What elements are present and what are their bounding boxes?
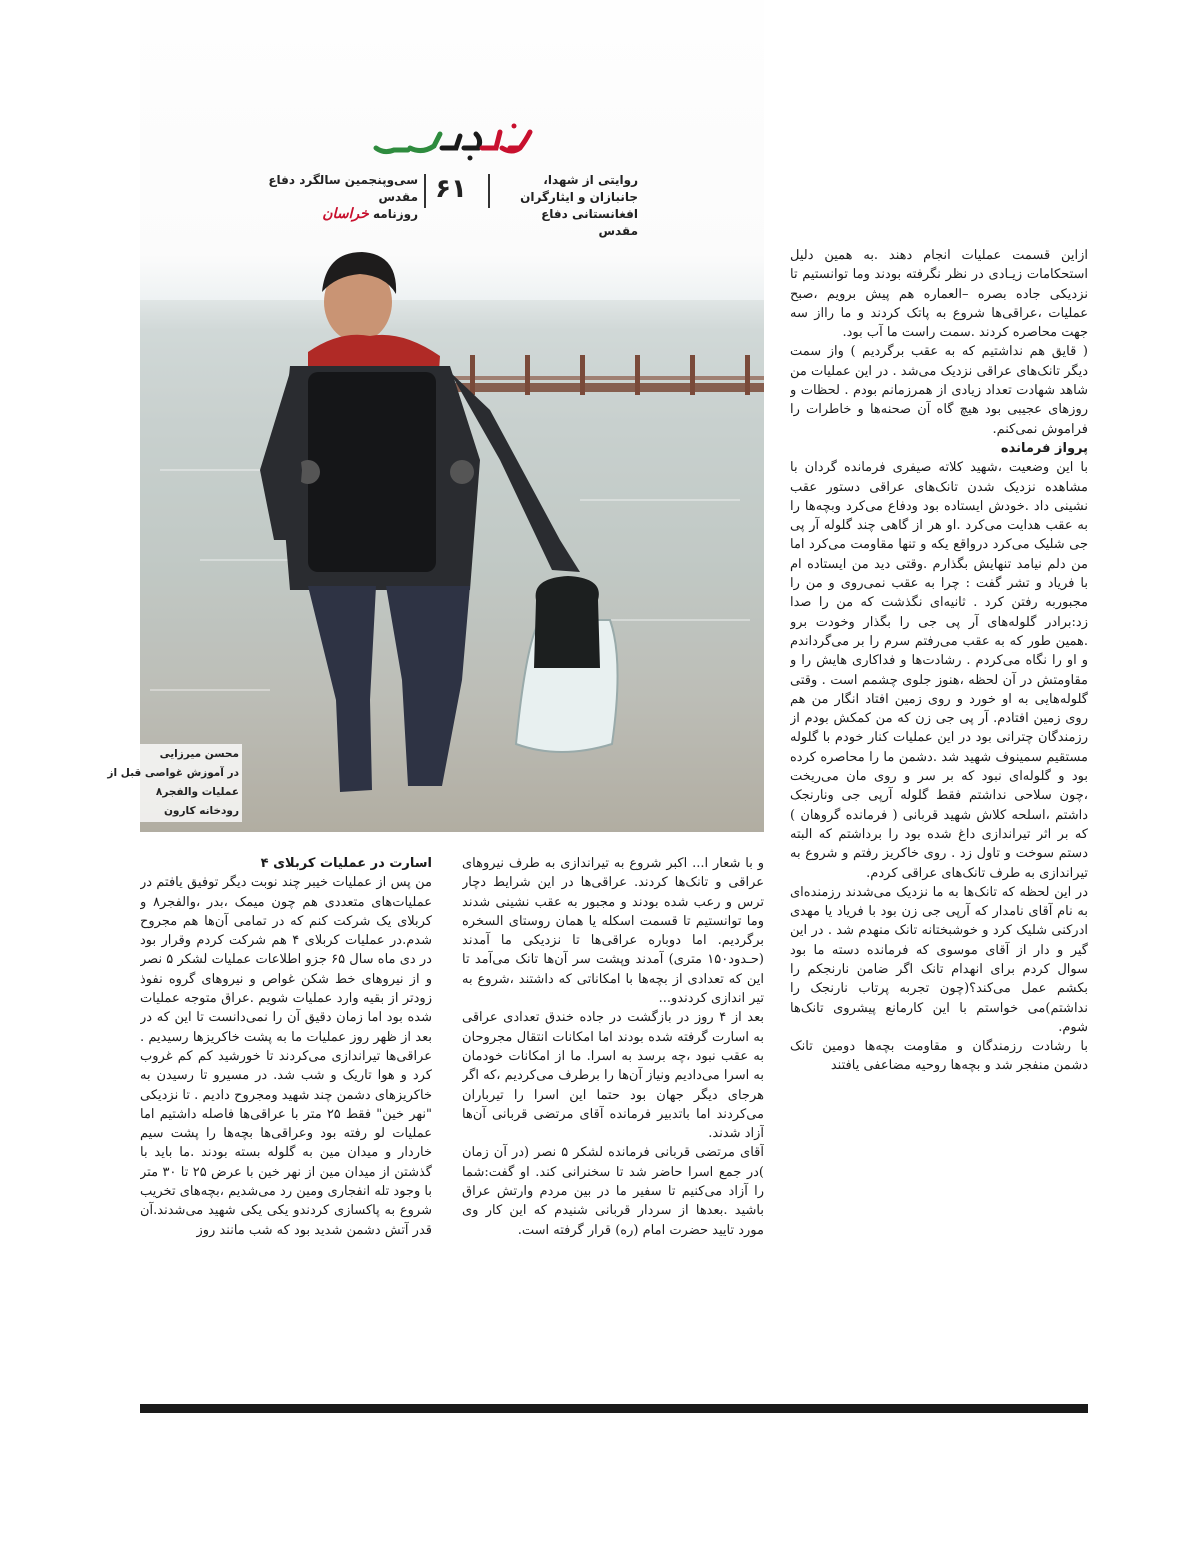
paragraph: و با شعار ا... اکبر شروع به تیراندازی به طرف نیروهای عراقی و تانک‌ها کردند. عراقی‌ها در این شرایط دچار ترس و رعب شده بودند و مجبور به عقب نشینی شدند وما توانستیم تا قسمت اسکله یا همان روستای السخره برگردیم. اما دوباره عراقی‌ها تا نزدیکی ما آمدند (حـدود۱۵۰ متری) آمدند وپشت سر آن‌ها تانک می‌آمد تا این که تعدادی از بچه‌ها با امکاناتی که داشتند ،شروع به تیر اندازی کردندو... <box>462 856 764 1007</box>
paragraph: با رشادت رزمندگان و مقاومت بچه‌ها دومین تانک دشمن منفجر شد و بچه‌ها روحیه مضاعفی یافتند <box>790 1039 1088 1074</box>
page-number: ۶۱ <box>435 174 467 204</box>
newspaper-label: روزنامه <box>373 207 418 221</box>
article-column-middle <box>462 854 764 1384</box>
section-title <box>500 172 638 240</box>
publication-info <box>240 172 418 223</box>
caption-line: عملیات والفجر۸ <box>155 786 239 798</box>
caption-line: محسن میرزایی <box>159 748 239 760</box>
footer-rule <box>140 1404 1088 1413</box>
masthead-divider <box>424 174 426 208</box>
article-column-left <box>140 854 432 1384</box>
caption-line: رودخانه کارون <box>163 805 239 817</box>
paragraph: ( قایق هم نداشتیم که به عقب برگردیم ) واز سمت دیگر تانک‌های عراقی نزدیک می‌شد . در این عملیات من شاهد شهادت تعداد زیادی از همرزمانم بودم . لحظات و روزهای عجیبی بود هیچ گاه آن صحنه‌ها و خاطرات را فراموش نمی‌کنم. <box>790 344 1088 437</box>
subheading: پرواز فرمانده <box>1000 440 1088 456</box>
paragraph: در این لحظه که تانک‌ها به ما نزدیک می‌شدند رزمنده‌ای به نام آقای نامدار که آرپی جی زن بود با فریاد یا مهدی ادرکنی شلیک کرد و خوشبختانه تانک منهدم شد . در این گیر و دار از آقای موسوی که فرمانده دسته ما بود سوال کردم برای انهدام تانک اگر ضامن نارنجکم را بکشم عمل می‌کند؟(چون تجربه پرتاب نارنجک را نداشتم)می خواستم با این کارمانع پیشروی تانک‌ها شوم. <box>790 884 1088 1035</box>
paragraph: من پس از عملیات خیبر چند نوبت دیگر توفیق یافتم در عملیات‌های متعددی هم چون میمک ،بدر ،والفجر۸ و کربلای یک شرکت کنم که در تمامی آن‌ها هم مجروح شدم.در عملیات کربلای ۴ هم شرکت کردم وقرار بود در دی ماه سال ۶۵ جزو اطلاعات عملیات لشکر ۵ نصر و از نیروهای خط شکن غواص و نیروهای گروه نفوذ زودتر از بقیه وارد عملیات شویم .عراق متوجه عملیات شده بود اما زمان دقیق آن را نمی‌دانست تا این که در بعد از ظهر روز عملیات ما به پشت خاکریزها رسیدیم . عراقی‌ها تیراندازی می‌کردند تا خورشید کم کم غروب کرد و هوا تاریک و شب شد. در مسیرو تا رسیدن به خاکریزهای دشمن چند شهید ومجروح دادیم . تا نزدیکی "نهر خین" فقط ۲۵ متر با عراقی‌ها فاصله داشتیم اما عملیات لو رفته بود وعراقی‌ها بچه‌ها را پشت سیم خاردار و میدان مین به گلوله بسته بودند .ما باید با گذشتن از میدان مین از نهر خین با عرض ۲۵ تا ۳۰ متر با وجود تله انفجاری ومین رد می‌شدیم ،بچه‌های تخریب شروع به پاکسازی کردندو یکی یکی شهید می‌شدند.آن قدر آتش دشمن شدید بود که شب مانند روز <box>140 875 432 1238</box>
masthead-divider <box>488 174 490 208</box>
caption-line: در آموزش غواصی قبل از <box>107 767 239 779</box>
newspaper-name: خراسان <box>322 206 369 222</box>
paragraph: ازاین قسمت عملیات انجام دهند .به همین دلیل استحکامات زیـادی در نظر نگرفته بودند وما توانستیم تا نزدیکی جاده بصره –العماره هم پیش برویم ،صبح عملیات ،عراقی‌ها شروع به پاتک کردند و ما رااز سه جهت محاصره کردند .سمت راست ما آب بود. <box>790 248 1088 341</box>
section-line-2: افغانستانی دفاع مقدس <box>541 207 638 238</box>
paragraph: آقای مرتضی قربانی فرمانده لشکر ۵ نصر (در آن زمان )در جمع اسرا حاضر شد تا سخنرانی کند. او گفت:شما را آزاد می‌کنیم تا سفیر ما در بین مردم وارتش عراق باشید .بعدها از سردار قربانی شنیدم که این کار وی مورد تایید حضرت امام (ره) قرار گرفته است. <box>462 1145 764 1238</box>
paragraph: با این وضعیت ،شهید کلاته صیفری فرمانده گردان با مشاهده نزدیک شدن تانک‌های عراقی دستور عقب نشینی داد .خودش ایستاده بود ودفاع می‌کرد وبچه‌ها را به عقب هدایت می‌کرد .او هر از گاهی چند گلوله آر پی جی شلیک می‌کرد درواقع یکه و تنها مقاومت می‌کرد اما من دلم نیامد تنهایش بگذارم .وقتی دید من ایستاده ام با فریاد و تشر گفت : چرا به عقب نمی‌روی و من را مجبوربه رفتن کرد . ثانیه‌ای نگذشت که من را صدا زد:برادر گلوله‌های آر پی جی را بگذار وخودت برو .همین طور که به عقب می‌رفتم سرم را بر می‌گرداندم و او را نگاه می‌کردم . رشادت‌ها و فداکاری هایش را و مقاومتش در آن لحظه ،هنوز جلوی چشمم است . وقتی گلوله‌هایی به او خورد و روی زمین افتاد انگار من هم روی زمین افتادم. آر پی جی زن که من کمکش بودم از رزمندگان چترانی بود در این عملیات کنار خودم با گلوله مستقیم سمینوف شهید شد .دشمن ما را محاصره کرده بود و گلوله‌ای نبود که بر سر و روی مان می‌ریخت ،چون سلاحی نداشتم فقط گلوله آرپی جی ونارنجک داشتم ،اسلحه کلاش شهید قربانی ( فرمانده گروهان ) که بر اثر تیراندازی داغ شده بود را برداشتم که البته دستم سوخت و تاول زد . روی خاکریز رفتم و شروع به تیراندازی به طرف تانک‌های عراقی کردم. <box>790 460 1088 881</box>
brand-logo <box>370 118 538 162</box>
photo-caption <box>107 744 242 822</box>
newspaper-line <box>240 206 418 223</box>
brand-logo-mark <box>370 118 538 162</box>
anniversary-line: سی‌وپنجمین سالگرد دفاع مقدس <box>268 173 418 204</box>
article-column-right <box>790 246 1088 1384</box>
paragraph: بعد از ۴ روز در بازگشت در جاده خندق تعدادی عراقی به اسارت گرفته شده بودند اما امکانات انتقال مجروحان به عقب نبود ،چه برسد به اسرا. ما از امکانات خودمان به اسرا می‌دادیم ونیاز آن‌ها را برطرف می‌کردیم ،که اگر هرجای دیگر جهان بود حتما این اسرا را تیرباران می‌کردند اما باتدبیر فرمانده آقای مرتضی قربانی آن‌ها آزاد شدند. <box>462 1010 764 1142</box>
subheading: اسارت در عملیات کربلای ۴ <box>260 856 432 871</box>
section-line-1: روایتی از شهدا، جانبازان و ایثارگران <box>520 173 638 204</box>
